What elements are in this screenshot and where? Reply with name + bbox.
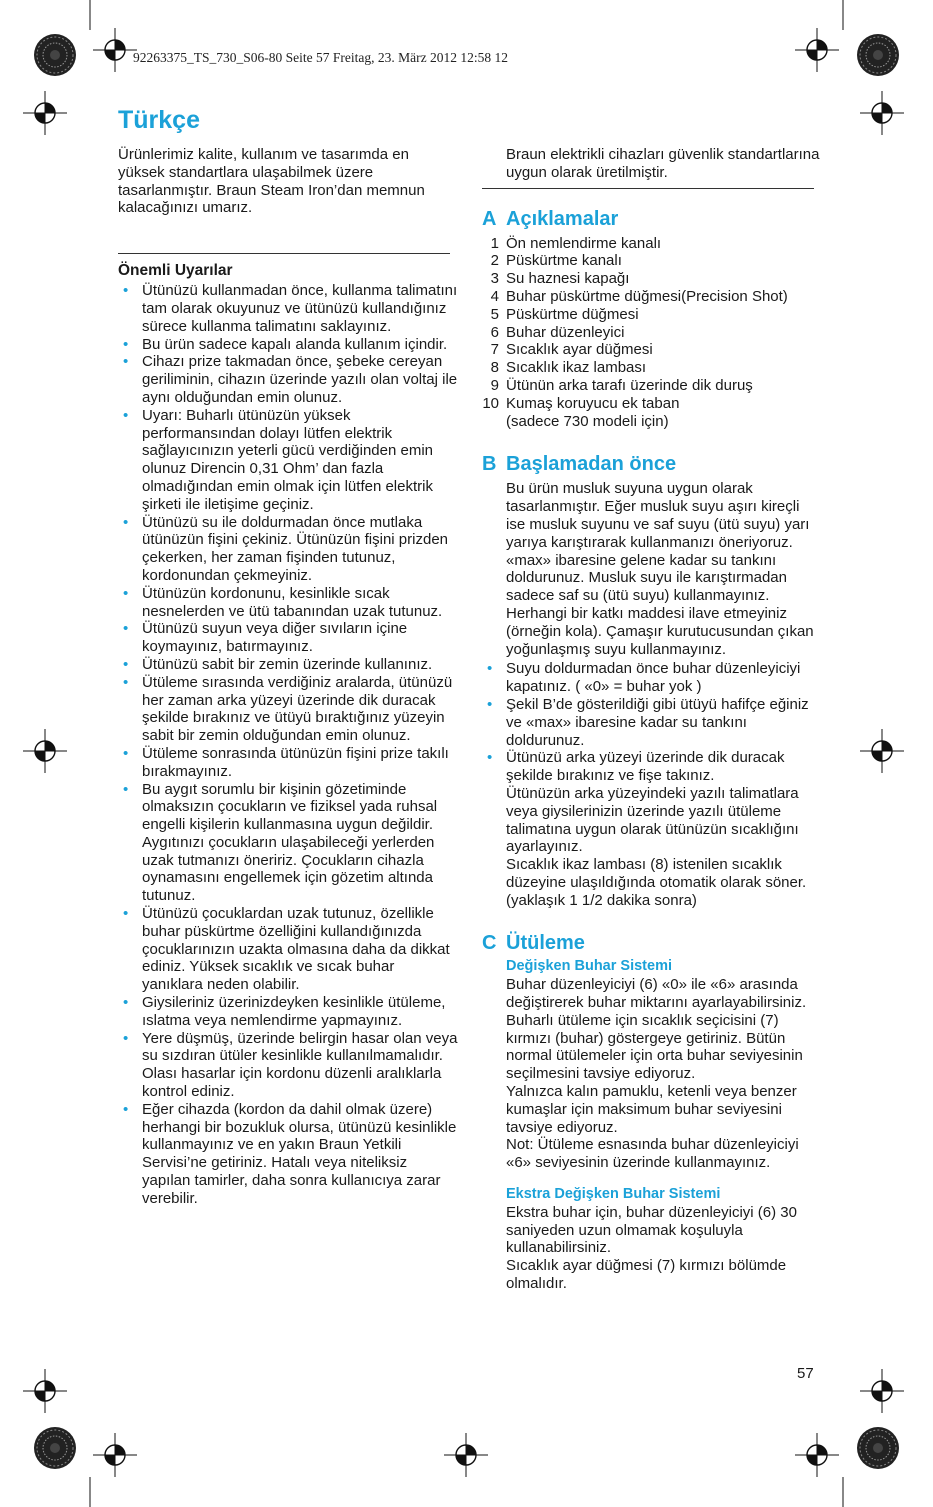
- page-number: 57: [797, 1365, 814, 1382]
- list-item: • Ütünüzü çocuklardan uzak tutunuz, özellikle buhar püskürtme özelliğini kullandığınızda çocuklarınızın uzakta olmasına daha da dikkat ediniz. Yüksek sıcaklık ve sıcak buhar yanıklara neden olabilir.: [123, 905, 450, 994]
- registration-star-icon: [34, 1427, 76, 1469]
- list-item: 6 Buhar düzenleyici: [490, 323, 625, 341]
- list-item: 5 Püskürtme düğmesi: [490, 305, 639, 323]
- crosshair-icon: [795, 28, 839, 72]
- crosshair-icon: [444, 1433, 488, 1477]
- section-c-text: Not: Ütüleme esnasında buhar düzenleyiciyi «6» seviyesinin üzerinde kullanmayınız.: [506, 1136, 799, 1172]
- list-item: 2 Püskürtme kanalı: [490, 252, 622, 270]
- list-item: • Suyu doldurmadan önce buhar düzenleyiciyi kapatınız. ( «0» = buhar yok ): [487, 660, 801, 696]
- list-item: 1 Ön nemlendirme kanalı: [490, 234, 662, 252]
- list-item: 9 Ütünün arka tarafı üzerinde dik duruş: [490, 376, 753, 394]
- registration-star-icon: [857, 34, 899, 76]
- crosshair-icon: [860, 729, 904, 773]
- warnings-heading: Önemli Uyarılar: [118, 262, 233, 280]
- section-b-paragraph: Bu ürün musluk suyuna uygun olarak tasarlanmıştır. Eğer musluk suyu aşırı kireçli ise musluk suyunu ve saf suyu (ütü suyu) yarı yarıya karıştırarak kullanmanızı öneriyoruz. «max» ibaresine gelene kadar su tankını doldurunuz. Musluk suyu ile karıştırmadan sadece saf su (ütü suyu) kullanmayınız. Herhangi bir katkı maddesi ilave etmeyiniz (örneğin kola). Çamaşır kurutucusundan çıkan yoğunlaşmış suyu kullanmayınız.: [506, 480, 814, 658]
- right-column: [482, 146, 822, 1293]
- subsection-heading: Ekstra Değişken Buhar Sistemi: [506, 1186, 721, 1203]
- model-note: (sadece 730 modeli için): [506, 412, 669, 430]
- section-c-text: Yalnızca kalın pamuklu, ketenli veya benzer kumaşlar için maksimum buhar seviyesini tavsiye ediyoruz.: [506, 1083, 797, 1136]
- section-c-text: Sıcaklık ayar düğmesi (7) kırmızı bölümde olmalıdır.: [506, 1257, 787, 1293]
- list-item: • Ütüleme sırasında verdiğiniz aralarda, ütünüzü her zaman arka yüzeyi üzerinde dik duracak şekilde bırakınız ve ütüyü bıraktığınız yüzeyin sabit bir zemin olduğundan emin olunuz.: [123, 673, 453, 745]
- crosshair-icon: [23, 1369, 67, 1413]
- crosshair-icon: [23, 729, 67, 773]
- registration-star-icon: [857, 1427, 899, 1469]
- section-c-heading: C Ütüleme: [482, 932, 585, 955]
- list-item: • Yere düşmüş, üzerinde belirgin hasar olan veya su sızdıran ütüler kesinlikle kullanılmamalıdır. Olası hasarlar için kordonu düzenli aralıklarla kontrol ediniz.: [123, 1029, 458, 1101]
- divider: [482, 188, 814, 189]
- subsection-heading: Değişken Buhar Sistemi: [506, 958, 672, 975]
- section-a-heading: A Açıklamalar: [482, 207, 619, 230]
- section-b-list: [482, 660, 822, 785]
- crosshair-icon: [23, 91, 67, 135]
- section-b-heading: B Başlamadan önce: [482, 453, 677, 476]
- list-item: • Bu ürün sadece kapalı alanda kullanım içindir.: [123, 335, 448, 353]
- list-item: • Ütünüzü suyun veya diğer sıvıların içine koymayınız, batırmayınız.: [123, 620, 408, 656]
- left-column: [118, 146, 458, 1208]
- crosshair-icon: [93, 28, 137, 72]
- list-item: • Giysileriniz üzerinizdeyken kesinlikle ütüleme, ıslatma veya nemlendirme yapmayınız.: [123, 994, 446, 1029]
- warnings-list: [118, 282, 458, 1207]
- list-item: • Bu aygıt sorumlu bir kişinin gözetiminde olmaksızın çocukların ve fiziksel yada ruhsal engelli kişilerin kullanmasına uygun değildir. Aygıtınızı çocukların ulaşabileceği yerlerden uzak tutmanızı öneririz. Çocukların cihazla oynamasını engellemek için gözetim altında tutunuz.: [123, 780, 438, 905]
- list-item: • Eğer cihazda (kordon da dahil olmak üzere) herhangi bir bozukluk olursa, ütünüzü kesinlikle kullanmayınız ve en yakın Braun Yetkili Servisi’ne getiriniz. Hatalı veya niteliksiz yapılan tamirler, daha sonra kullanıcıya zarar verebilir.: [123, 1100, 457, 1207]
- page-title: Türkçe: [118, 106, 200, 134]
- list-item: 8 Sıcaklık ikaz lambası: [490, 359, 647, 377]
- safety-note: Braun elektrikli cihazları güvenlik standartlarına uygun olarak üretilmiştir.: [506, 146, 820, 181]
- list-item: • Ütüleme sonrasında ütünüzün fişini prize takılı bırakmayınız.: [123, 744, 449, 780]
- list-item: 7 Sıcaklık ayar düğmesi: [490, 341, 653, 359]
- list-item: • Ütünüzü kullanmadan önce, kullanma talimatını tam olarak okuyunuz ve ütünüzü kullandığınız sürece kullanma talimatını saklayınız.: [123, 282, 458, 335]
- divider: [118, 253, 450, 254]
- section-b-text: Sıcaklık ikaz lambası (8) istenilen sıcaklık düzeyine ulaşıldığında otomatik olarak söner. (yaklaşık 1 1/2 dakika sonra): [506, 856, 807, 909]
- list-item: • Ütünüzü su ile doldurmadan önce mutlaka ütünüzün fişini çekiniz. Ütünüzün fişini prizden çekerken, her zaman fişinden tutunuz, kordonundan çekmeyiniz.: [123, 513, 448, 584]
- list-item: 10 Kumaş koruyucu ek taban: [482, 394, 680, 412]
- list-item: • Cihazı prize takmadan önce, şebeke cereyan geriliminin, cihazın üzerinde yazılı olan voltaj ile aynı olduğundan emin olunuz.: [123, 353, 458, 406]
- list-item: • Ütünüzü sabit bir zemin üzerinde kullanınız.: [123, 655, 433, 673]
- parts-list: [482, 235, 822, 413]
- crosshair-icon: [860, 1369, 904, 1413]
- list-item: 4 Buhar püskürtme düğmesi(Precision Shot): [490, 287, 788, 305]
- list-item: • Uyarı: Buharlı ütünüzün yüksek performansından dolayı lütfen elektrik sağlayıcınızın yeterli gücü verdiğinden emin olunuz Direncin 0,31 Ohm’ dan fazla olmadığından emin olmak için lütfen elektrik şirketi ile iletişime geçiniz.: [123, 406, 433, 513]
- intro-paragraph: Ürünlerimiz kalite, kullanım ve tasarımda en yüksek standartlara ulaşabilmek üzere tasarlanmıştır. Braun Steam Iron’dan memnun kalacağınızı umarız.: [118, 146, 425, 217]
- list-item: • Ütünüzün kordonunu, kesinlikle sıcak nesnelerden ve ütü tabanından uzak tutunuz.: [123, 584, 443, 620]
- section-b-text: Ütünüzün arka yüzeyindeki yazılı talimatlara veya giysilerinizin üzerinde yazılı ütüleme talimatına uygun olarak ütünüzün sıcaklığını ayarlayınız.: [506, 784, 799, 856]
- section-c-text: Buhar düzenleyiciyi (6) «0» ile «6» arasında değiştirerek buhar miktarını ayarlayabilirsiniz. Buharlı ütüleme için sıcaklık seçicisini (7) kırmızı (buhar) göstergeye getiriniz. Bütün normal ütülemeler için orta buhar seviyesinin seçilmesini tavsiye ediyoruz.: [506, 976, 807, 1083]
- registration-star-icon: [34, 34, 76, 76]
- crosshair-icon: [860, 91, 904, 135]
- crosshair-icon: [795, 1433, 839, 1477]
- crosshair-icon: [93, 1433, 137, 1477]
- print-header-line: 92263375_TS_730_S06-80 Seite 57 Freitag, 23. März 2012 12:58 12: [133, 50, 508, 65]
- list-item: • Şekil B’de gösterildiği gibi ütüyü hafifçe eğiniz ve «max» ibaresine kadar su tankını doldurunuz.: [487, 695, 809, 749]
- section-c-text: Ekstra buhar için, buhar düzenleyiciyi (6) 30 saniyeden uzun olmamak koşuluyla kullanabilirsiniz.: [506, 1203, 797, 1257]
- list-item: • Ütünüzü arka yüzeyi üzerinde dik duracak şekilde bırakınız ve fişe takınız.: [487, 749, 785, 785]
- list-item: 3 Su haznesi kapağı: [490, 270, 630, 288]
